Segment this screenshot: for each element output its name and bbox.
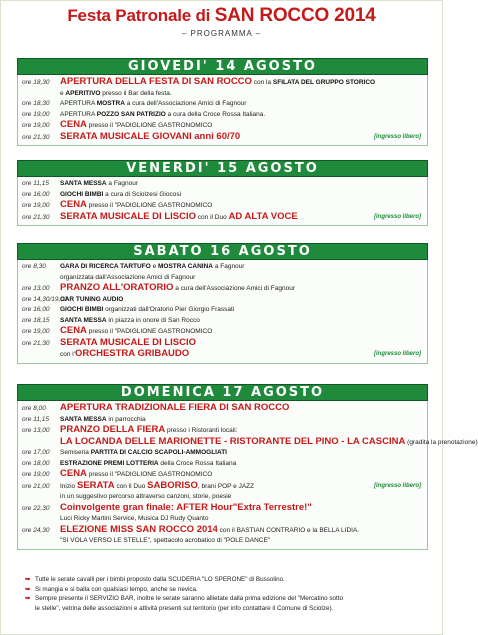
event-text: SANTA MESSA: [60, 180, 107, 187]
event-text: con il BASTIAN CONTRARIO e la BELLA LIDIA.: [217, 526, 360, 534]
event-text: MOSTRA: [96, 100, 125, 107]
event-time: ore 19,00: [22, 122, 50, 129]
event-row: [22, 77, 423, 89]
event-time: ore 14,30/19,00: [22, 295, 68, 303]
event-description: [60, 460, 236, 467]
event-text: presso il "PADIGLIONE GASTRONOMICO: [86, 328, 213, 335]
event-description: [60, 402, 290, 413]
arrow-icon: ➥: [25, 576, 31, 583]
event-description: [60, 76, 376, 87]
event-time: ore 19,00: [22, 328, 50, 335]
event-time: ore 11,15: [22, 180, 49, 187]
event-text: SANTA MESSA: [60, 316, 107, 324]
event-row: [22, 481, 423, 493]
event-text: APERTURA DELLA FESTA DI SAN ROCCO: [60, 76, 252, 87]
day-section: [17, 160, 428, 226]
event-text: Inizio: [60, 482, 77, 490]
free-entry-badge: [ingresso libero]: [373, 213, 421, 220]
event-row: [22, 403, 423, 415]
event-text: a Fagnour: [106, 180, 139, 187]
event-text: ORCHESTRA GRIBAUDO: [74, 348, 190, 359]
event-text: in un suggestivo percorso attraverso canzoni, storie, poesie: [60, 493, 232, 500]
page-title: [1, 5, 442, 27]
notes: [25, 575, 430, 613]
event-time: ore 19,00: [22, 110, 50, 118]
event-text: SABORISO: [147, 479, 198, 491]
event-description: [60, 493, 231, 500]
event-description: [60, 111, 265, 118]
event-description: [60, 130, 241, 142]
event-description: [60, 435, 478, 447]
event-time: ore 16,00: [22, 306, 50, 313]
event-time: ore 21,30: [22, 133, 50, 141]
event-description: [60, 263, 244, 270]
event-time: ore 21,30: [22, 339, 50, 347]
event-text: SANTA MESSA: [60, 415, 107, 423]
event-row: [22, 99, 423, 110]
event-row: [22, 132, 423, 144]
event-description: [60, 336, 196, 348]
event-text: in parrocchia: [106, 415, 146, 423]
event-description: [60, 449, 227, 456]
event-row: [22, 283, 423, 295]
event-description: [60, 191, 181, 198]
event-text: Semiseria: [60, 449, 91, 456]
event-text: POZZO SAN PATRIZIO: [96, 110, 166, 118]
events-list: [17, 260, 428, 364]
event-text: AD ALTA VOCE: [228, 210, 298, 222]
event-row: [22, 305, 423, 316]
event-text: ELEZIONE MISS SAN ROCCO 2014: [60, 523, 218, 535]
events-list: [17, 177, 428, 226]
event-time: ore 13,00: [22, 285, 50, 292]
event-text: presso il "PADIGLIONE GASTRONOMICO: [86, 202, 213, 209]
event-text: anni 60/70: [191, 130, 241, 142]
event-time: ore 8,30: [22, 263, 46, 270]
event-text: Coinvolgente gran finale:: [60, 501, 177, 513]
note-item: ➥ Si mangia e si balla con qualsiasi tempo, anche se nevica.: [25, 585, 198, 593]
day-banner: GIOVEDI' 14 AGOSTO: [17, 58, 428, 75]
event-row: [22, 295, 423, 306]
day-banner: DOMENICA 17 AGOSTO: [17, 384, 428, 401]
event-description: [60, 119, 213, 130]
note-item: le stelle", vetrina delle associazioni e attività presenti sul territorio (per info contattare il Comune di Sciolze).: [35, 604, 334, 612]
subtitle: – PROGRAMMA –: [181, 29, 262, 38]
event-text: a Fagnour: [213, 263, 245, 270]
event-text: a cura dell'Associazione Amici di Fagnour: [173, 285, 296, 292]
event-text: Luci Ricky Martini Service, Musica DJ Rudy Quanto: [60, 515, 209, 522]
event-description: [60, 424, 238, 435]
note-item: ➥ Tutte le serate cavalli per i bimbi proposto dalla SCUDERIA "LO SPERONE" di Bussolino.: [25, 576, 285, 583]
event-row: [22, 536, 423, 547]
event-text: con il Duo: [196, 213, 229, 221]
arrow-icon: ➥: [25, 595, 31, 602]
event-text: SFILATA DEL GRUPPO STORICO: [272, 79, 376, 86]
event-description: [60, 515, 208, 522]
event-text: presso il "PADIGLIONE GASTRONOMICO: [86, 122, 213, 129]
event-time: ore 18,15: [22, 316, 50, 324]
event-description: [60, 317, 200, 324]
day-banner: VENERDI' 15 AGOSTO: [17, 160, 428, 177]
event-description: [60, 523, 360, 535]
event-text: presso il Bar della festa.: [100, 89, 172, 97]
event-text: GIOCHI BIMBI: [60, 190, 104, 198]
event-text: AFTER Hour"Extra Terrestre!": [176, 501, 312, 513]
event-time: ore 11,15: [22, 415, 49, 423]
event-text: LA LOCANDA DELLE MARIONETTE - RISTORANTE DEL PINO - LA CASCINA: [60, 435, 406, 447]
event-text: in piazza in onore di San Rocco: [106, 316, 200, 324]
event-text: CENA: [60, 468, 87, 479]
event-row: [22, 212, 423, 224]
event-description: [60, 274, 195, 281]
event-description: [60, 282, 296, 293]
event-text: CENA: [60, 119, 87, 130]
event-text: CAR TUNING AUDIO: [60, 295, 124, 303]
title-prefix: Festa Patronale di: [67, 6, 215, 25]
event-text: con il Duo: [114, 482, 148, 490]
event-text: PRANZO ALL'ORATORIO: [60, 282, 174, 293]
event-text: CENA: [60, 325, 87, 336]
free-entry-badge: [ingresso libero]: [373, 482, 421, 489]
event-text: a cura di Sciolzesi Giocosi: [103, 190, 182, 198]
event-description: [60, 537, 270, 544]
event-text: SERATA MUSICALE GIOVANI: [60, 130, 192, 142]
event-text: organizzata dall'Associazione Amici di Fagnour: [60, 273, 196, 281]
event-text: della Croce Rossa Italiana: [158, 459, 237, 467]
event-text: PRANZO DELLA FIERA: [60, 424, 166, 435]
event-time: ore 18,30: [22, 79, 50, 86]
event-description: [60, 306, 234, 313]
event-time: ore 21,30: [22, 213, 50, 221]
event-text: APERTURA TRADIZIONALE FIERA DI SAN ROCCO: [60, 402, 290, 413]
event-time: ore 18,30: [22, 100, 50, 107]
event-row: [22, 89, 423, 100]
note-item: ➥ Sempre presente il SERVIZIO BAR, inoltre le serate saranno allietate dalla prima edizione del "Mercatino sotto: [25, 595, 344, 602]
event-text: SERATA MUSICALE DI LISCIO: [60, 210, 196, 222]
event-text: presso il "PADIGLIONE GASTRONOMICO: [86, 471, 213, 478]
event-time: ore 13,00: [22, 427, 50, 434]
event-time: ore 8,00: [22, 405, 46, 412]
event-text: ESTRAZIONE PREMI LOTTERIA: [60, 459, 159, 467]
event-text: a cura della Croce Rossa Italiana.: [165, 110, 266, 118]
event-row: [22, 262, 423, 273]
event-description: [60, 210, 298, 222]
event-description: [60, 479, 255, 491]
day-section: [17, 243, 428, 364]
event-text: SERATA MUSICALE DI LISCIO: [60, 336, 196, 348]
free-entry-badge: [ingresso libero]: [373, 351, 421, 357]
free-entry-badge: [ingresso libero]: [373, 133, 421, 140]
event-description: [60, 468, 213, 479]
event-text: organizzati dall'Oratorio Pier Giorgio Frassati: [103, 306, 235, 313]
event-row: [22, 503, 423, 515]
event-text: a cura dell'Associazione Amici di Fagnour: [124, 100, 247, 107]
event-description: [60, 501, 312, 513]
title-main: SAN ROCCO 2014: [214, 5, 376, 26]
event-time: ore 22,30: [22, 504, 50, 512]
event-row: [22, 349, 423, 361]
event-description: [60, 348, 190, 359]
day-section: [17, 58, 428, 146]
event-description: [60, 199, 213, 210]
event-text: CENA: [60, 199, 87, 210]
event-time: ore 16,00: [22, 190, 50, 198]
event-text: MOSTRA CANINA: [158, 263, 214, 270]
event-description: [60, 325, 213, 336]
event-time: ore 24,30: [22, 526, 50, 534]
event-text: PARTITA DI CALCIO SCAPOLI-AMMOGLIATI: [90, 449, 227, 456]
event-text: APERTURA: [60, 110, 97, 118]
event-time: ore 17,00: [22, 449, 50, 456]
event-row: [22, 435, 478, 449]
event-text: presso i Ristoranti locali:: [165, 427, 238, 434]
event-time: ore 18,00: [22, 459, 50, 467]
arrow-icon: ➥: [25, 585, 31, 593]
event-description: [60, 296, 123, 303]
event-text: (gradita la prenotazione): [405, 438, 478, 446]
event-text: , brani POP e JAZZ: [197, 482, 255, 490]
event-time: ore 19,00: [22, 202, 50, 209]
event-row: [22, 525, 423, 537]
event-text: APERTURA: [60, 100, 97, 107]
event-time: ore 19,00: [22, 471, 50, 478]
event-description: [60, 90, 172, 97]
event-text: "SI VOLA VERSO LE STELLE", spettacolo acrobatico di "POLE DANCE": [60, 537, 271, 544]
event-text: APERITIVO: [65, 89, 101, 97]
day-section: [17, 384, 478, 550]
event-text: GIOCHI BIMBI: [60, 306, 104, 313]
events-list: [17, 401, 478, 550]
event-row: [22, 179, 423, 190]
event-time: ore 21,00: [22, 482, 50, 490]
events-list: [17, 75, 428, 146]
event-text: GARA DI RICERCA TARTUFO: [60, 263, 151, 270]
event-text: e: [150, 263, 158, 270]
event-text: e: [60, 89, 66, 97]
event-row: [22, 448, 423, 459]
event-description: [60, 100, 246, 107]
day-banner: SABATO 16 AGOSTO: [17, 243, 428, 260]
event-description: [60, 416, 146, 423]
event-text: con la: [251, 79, 273, 86]
event-text: con l': [60, 351, 75, 358]
event-text: SERATA: [76, 479, 115, 491]
event-description: [60, 180, 138, 187]
